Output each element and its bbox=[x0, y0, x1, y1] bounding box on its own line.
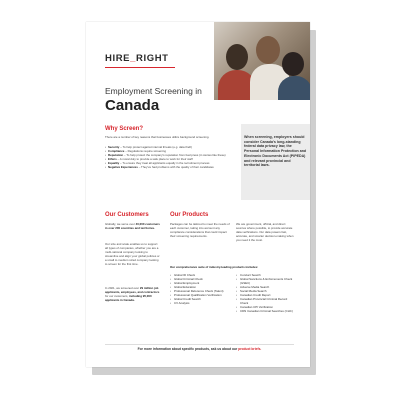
customers-p1: Globally, we serve over 40,000 customers in over 200 countries and territories. bbox=[105, 222, 160, 230]
product-item: • Adverse Media Search bbox=[236, 285, 296, 289]
product-item: • Professional Reference Check (Talent) bbox=[170, 289, 230, 293]
privacy-callout-text: When screening, employers should consider Canada's long-standing federal data privacy law, the Personal Information Protection and Electronic Documents Act (PIPEDA) and relevant provincial and territorial laws. bbox=[244, 135, 307, 168]
products-list-heading: Our comprehensive suite of industry-leading products includes: bbox=[170, 265, 259, 269]
title-line1: Employment Screening in bbox=[105, 86, 202, 96]
products-heading: Our Products bbox=[170, 212, 209, 218]
document-page bbox=[86, 22, 310, 367]
why-screen-item: • Reputation – To help protect the company's reputation from bad press (in stories like these) bbox=[105, 154, 235, 158]
product-item: • Canadian CPI Verification bbox=[236, 305, 296, 309]
logo-underline bbox=[105, 67, 175, 68]
product-item: • Global ID Check bbox=[170, 273, 230, 277]
footer-text: For more information about specific products, ask us about our product briefs. bbox=[137, 347, 262, 351]
customers-p2: Our size and scale enables us to support all types of companies, whether you are a multi-national company looking to streamline and align your global policies or a small to medium sized company looking to screen for the first time. bbox=[105, 242, 160, 266]
footer-divider bbox=[105, 344, 294, 345]
why-screen-item: • Security – To help protect against internal threats (e.g. data theft) bbox=[105, 146, 235, 150]
why-screen-list bbox=[105, 146, 235, 169]
header-photo bbox=[214, 22, 310, 100]
products-p1: Packages can be tailored to meet the needs of each customer, taking into account any compliance considerations that could impact their screening requirements. bbox=[170, 222, 230, 238]
product-item: • Global Sanctions & Enforcements Check (GSEC) bbox=[236, 277, 296, 285]
product-item: • Global Criminal Check bbox=[170, 277, 230, 281]
customers-heading: Our Customers bbox=[105, 212, 149, 218]
product-item: • Global Credit Search bbox=[170, 297, 230, 301]
product-item: • Global Employment bbox=[170, 281, 230, 285]
product-item: • Social Media Search bbox=[236, 289, 296, 293]
product-item: • Canadian Provincial Criminal Record Check bbox=[236, 297, 296, 305]
why-screen-item: • Equality – To ensure they treat all applicants equally in the recruitment process bbox=[105, 162, 235, 166]
product-item: • Professional Qualification Verification bbox=[170, 293, 230, 297]
why-screen-item: • Compliance – Regulations require screening bbox=[105, 150, 235, 154]
products-list-col1 bbox=[170, 273, 230, 305]
products-p2: We are government, official, and direct sources where possible, to provide accurate data verifications. Our data powers fast, accurate, and smarter decision-making when you need it the most. bbox=[236, 222, 294, 242]
hireright-logo: HIRE_RIGHT bbox=[105, 53, 169, 64]
why-screen-intro: There are a number of key reasons that businesses utilize background screening. bbox=[105, 135, 210, 139]
product-item: • Global Education bbox=[170, 285, 230, 289]
product-item: • Canadian Credit Report bbox=[236, 293, 296, 297]
product-briefs-link[interactable]: product briefs. bbox=[238, 347, 262, 351]
title-main: Canada bbox=[105, 97, 160, 114]
customers-p3: In 2021, we screened over 29 million job applicants, employees, and contractors for our customers, including 95,000 applicants in Canada. bbox=[105, 286, 160, 302]
product-item: • Conduct Search bbox=[236, 273, 296, 277]
why-screen-heading: Why Screen? bbox=[105, 126, 144, 132]
why-screen-item: • Ethics – A moral duty to provide a safe place to work for their staff bbox=[105, 158, 235, 162]
products-list-col2 bbox=[236, 273, 296, 313]
why-screen-item: • Negative Experiences – They've had problems with the quality of their candidates bbox=[105, 166, 235, 170]
product-item: • CDN Canadian Criminal Searches (CHC) bbox=[236, 309, 296, 313]
product-item: • CV Analysis bbox=[170, 301, 230, 305]
